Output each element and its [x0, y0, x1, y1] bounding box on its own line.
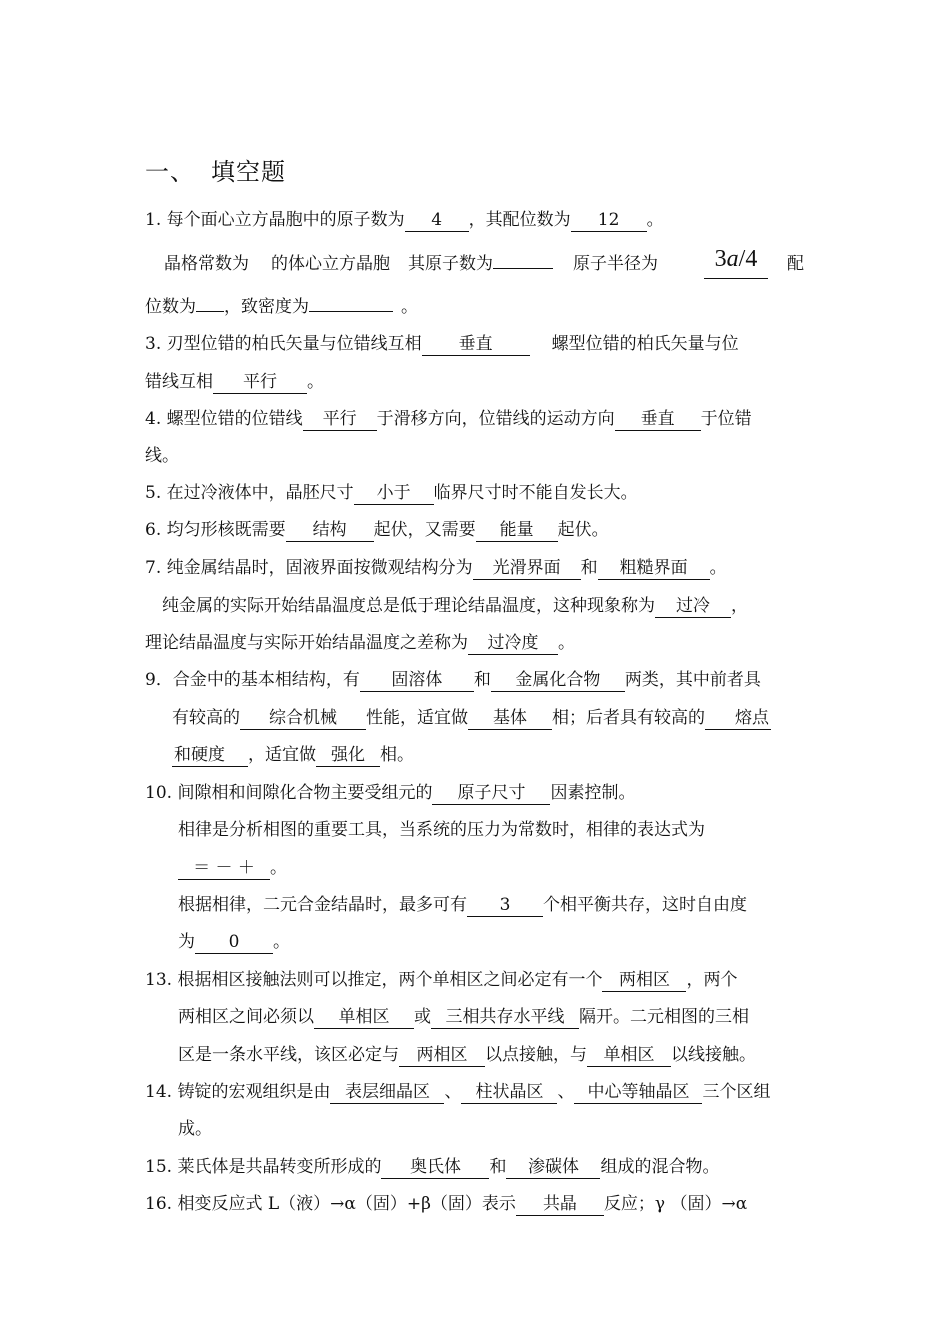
answer-blank: 垂直: [422, 333, 530, 356]
answer-blank: 12: [571, 209, 647, 232]
answer-blank: 粗糙界面: [598, 557, 710, 580]
answer-blank: 共晶: [516, 1193, 604, 1216]
section-number: 一、: [145, 158, 195, 186]
question-9-line-2: 有较高的 综合机械 性能，适宜做 基体 相；后者具有较高的 熔点: [172, 708, 769, 728]
answer-blank: [493, 268, 553, 269]
question-5: 5. 在过冷液体中，晶胚尺寸 小于 临界尺寸时不能自发长大。: [145, 483, 638, 503]
answer-blank: 0: [195, 931, 273, 954]
answer-blank: 光滑界面: [473, 557, 581, 580]
question-15: 15. 莱氏体是共晶转变所形成的 奥氏体 和 渗碳体 组成的混合物。: [145, 1157, 720, 1177]
question-9-line-1: 9．合金中的基本相结构，有 固溶体 和 金属化合物 两类，其中前者具: [145, 670, 761, 690]
answer-blank: 结构: [286, 519, 374, 542]
question-4-line-1: 4. 螺型位错的位错线 平行 于滑移方向，位错线的运动方向 垂直 于位错: [145, 409, 752, 429]
answer-blank: 单相区: [587, 1044, 671, 1067]
answer-blank: 平行: [303, 408, 377, 431]
answer-blank: ＝ － ＋: [178, 857, 270, 880]
answer-blank: 过冷度: [468, 632, 558, 655]
question-13-line-2: 两相区之间必须以 单相区 或 三相共存水平线 隔开。二元相图的三相: [178, 1007, 749, 1027]
answer-blank: 三相共存水平线: [431, 1006, 579, 1029]
answer-blank: 单相区: [314, 1006, 414, 1029]
question-12-line-1: 根据相律，二元合金结晶时，最多可有 3 个相平衡共存，这时自由度: [178, 895, 747, 915]
answer-blank: [196, 311, 224, 312]
question-8-line-2: 理论结晶温度与实际开始结晶温度之差称为 过冷度 。: [145, 633, 575, 653]
question-13-line-1: 13. 根据相区接触法则可以推定，两个单相区之间必定有一个 两相区 ，两个: [145, 970, 738, 990]
answer-blank: 综合机械: [240, 707, 366, 730]
answer-blank: 强化: [316, 744, 380, 767]
answer-blank: 固溶体: [360, 669, 474, 692]
question-7: 7. 纯金属结晶时，固液界面按微观结构分为 光滑界面 和 粗糙界面 。: [145, 558, 727, 578]
question-2-tail: 配: [787, 254, 804, 274]
answer-blank: 两相区: [602, 969, 686, 992]
answer-blank: 4: [405, 209, 469, 232]
answer-blank: 平行: [213, 371, 307, 394]
question-2-line-2: 位数为 ，致密度为 。: [145, 297, 418, 317]
question-6: 6. 均匀形核既需要 结构 起伏，又需要 能量 起伏。: [145, 520, 609, 540]
section-heading: [145, 152, 286, 187]
section-title: 填空题: [211, 158, 286, 186]
answer-blank: 中心等轴晶区: [574, 1081, 702, 1104]
answer-blank: 奥氏体: [381, 1156, 489, 1179]
answer-blank: 和硬度: [172, 744, 248, 767]
question-8-line-1: 纯金属的实际开始结晶温度总是低于理论结晶温度，这种现象称为 过冷 ，: [162, 596, 748, 616]
radius-formula: 3a/4: [704, 244, 768, 279]
answer-blank: 垂直: [615, 408, 701, 431]
answer-blank: 熔点: [705, 707, 771, 730]
answer-blank: 小于: [354, 482, 434, 505]
question-11-line-2: ＝ － ＋ 。: [178, 856, 287, 880]
answer-blank: 金属化合物: [491, 669, 625, 692]
question-14-line-2: 成。: [178, 1119, 212, 1139]
answer-blank: 渗碳体: [506, 1156, 600, 1179]
answer-blank: 3: [467, 894, 543, 917]
question-9-line-3: 和硬度 ，适宜做 强化 相。: [174, 745, 414, 765]
question-16: 16. 相变反应式 L（液）→α（固）+β（固）表示 共晶 反应；γ （固）→α: [145, 1194, 748, 1214]
question-4-line-2: 线。: [145, 446, 179, 466]
answer-blank: [309, 311, 393, 312]
question-11-line-1: 相律是分析相图的重要工具，当系统的压力为常数时，相律的表达式为: [178, 820, 705, 840]
question-13-line-3: 区是一条水平线，该区必定与 两相区 以点接触，与 单相区 以线接触。: [178, 1045, 756, 1065]
answer-blank: 柱状晶区: [461, 1081, 557, 1104]
question-10: 10. 间隙相和间隙化合物主要受组元的 原子尺寸 因素控制。: [145, 783, 636, 803]
question-12-line-2: 为 0 。: [178, 932, 290, 952]
question-3-line-2: 错线互相 平行 。: [145, 372, 324, 392]
question-3-line-1: 3. 刃型位错的柏氏矢量与位错线互相 垂直 螺型位错的柏氏矢量与位: [145, 334, 739, 354]
answer-blank: 能量: [476, 519, 558, 542]
question-1: 1. 每个面心立方晶胞中的原子数为 4 ，其配位数为 12 。: [145, 210, 664, 230]
question-2-line-1: 晶格常数为 的体心立方晶胞 其原子数为 原子半径为: [164, 254, 658, 274]
answer-blank: 表层细晶区: [330, 1081, 444, 1104]
question-14-line-1: 14. 铸锭的宏观组织是由 表层细晶区 、 柱状晶区 、 中心等轴晶区 三个区组: [145, 1082, 771, 1102]
answer-blank: 过冷: [655, 595, 731, 618]
answer-blank: 两相区: [399, 1044, 485, 1067]
answer-blank: 原子尺寸: [432, 782, 550, 805]
answer-blank: 基体: [468, 707, 552, 730]
